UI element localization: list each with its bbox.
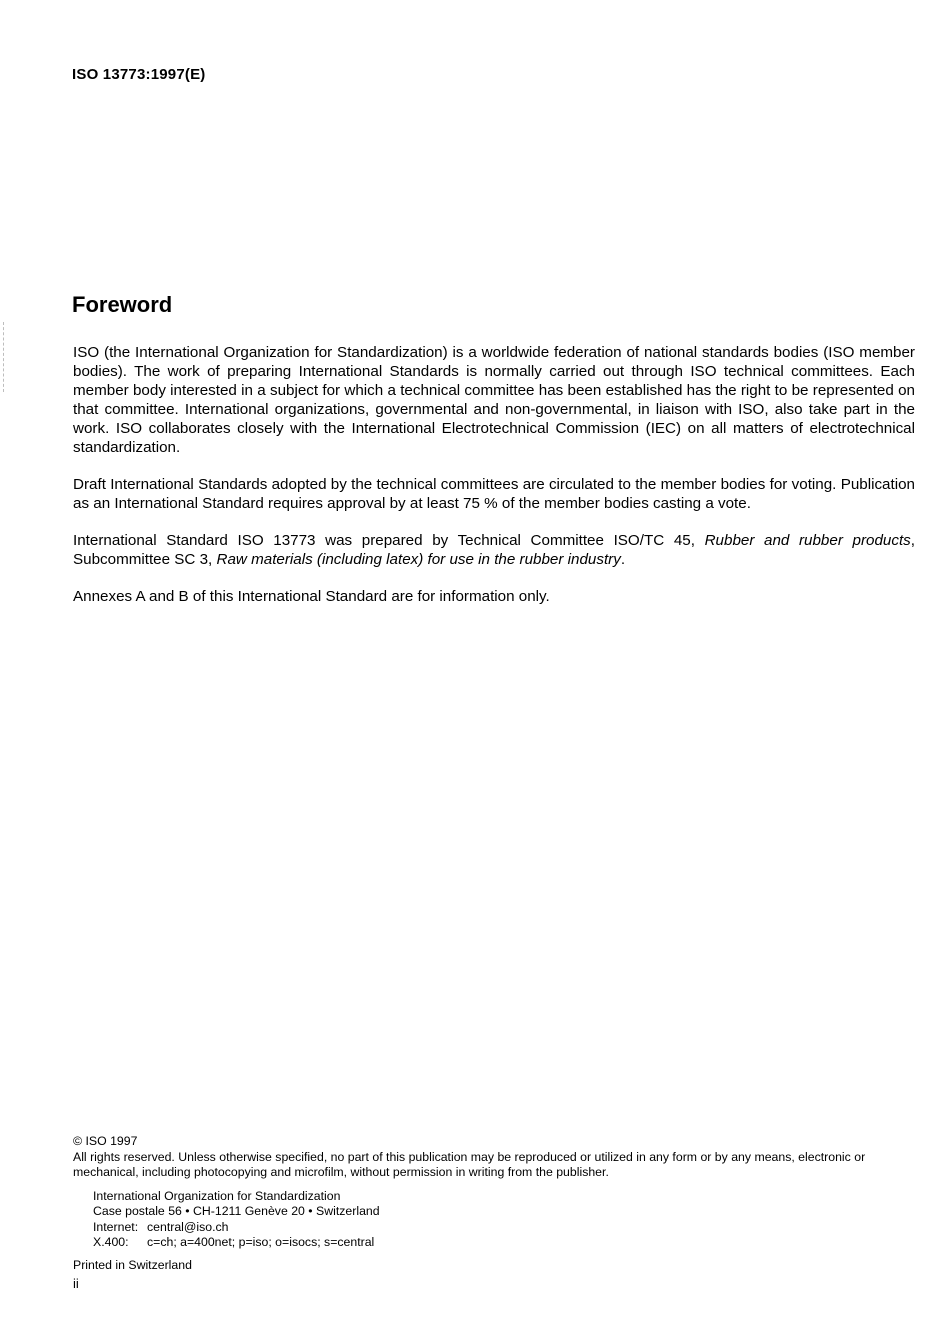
foreword-body [73, 343, 915, 624]
sc-title: Raw materials (including latex) for use in the rubber industry [216, 551, 621, 568]
foreword-paragraph-3 [73, 531, 915, 569]
internet-row [93, 1220, 923, 1236]
page-title: Foreword [72, 292, 173, 317]
postal-address: Case postale 56 • CH-1211 Genève 20 • Switzerland [93, 1204, 380, 1218]
internet-email: central@iso.ch [147, 1219, 229, 1234]
foreword-paragraph-4: Annexes A and B of this International Standard are for information only. [73, 588, 550, 605]
tc-title: Rubber and rubber products [704, 532, 911, 549]
x400-row [93, 1235, 923, 1251]
publisher-address [93, 1189, 923, 1251]
copyright-footer [73, 1134, 923, 1292]
p3-prefix: International Standard ISO 13773 was prepared by Technical Committee ISO/TC 45, [73, 532, 705, 549]
rights-statement: All rights reserved. Unless otherwise specified, no part of this publication may be reproduced or utilized in any form or by any means, electronic or mechanical, including photocopying and microfilm, without permission in writing from the publisher. [73, 1149, 866, 1179]
p3-end: . [620, 551, 626, 568]
internet-label: Internet: [93, 1219, 139, 1234]
org-name: International Organization for Standardization [93, 1188, 341, 1203]
x400-label: X.400: [93, 1235, 129, 1249]
page-number: ii [73, 1276, 79, 1291]
foreword-paragraph-1: ISO (the International Organization for Standardization) is a worldwide federation of national standards bodies (ISO member bodies). The work of preparing International Standards is normally carried out through ISO technical committees. Each member body interested in a subject for which a technical committee has been established has the right to be represented on that committee. International organizations, governmental and non-governmental, in liaison with ISO, also take part in the work. ISO collaborates closely with the International Electrotechnical Commission (IEC) on all matters of electrotechnical standardization. [73, 344, 915, 456]
p3-mid: , Subcommittee SC 3, [73, 532, 915, 568]
margin-mark [3, 322, 4, 392]
document-id: ISO 13773:1997(E) [72, 66, 206, 83]
copyright-line: © ISO 1997 [73, 1134, 138, 1148]
printed-in: Printed in Switzerland [73, 1257, 192, 1272]
foreword-paragraph-2: Draft International Standards adopted by the technical committees are circulated to the member bodies for voting. Publication as an International Standard requires approval by at least 75 % of the member bodies casting a vote. [73, 476, 915, 512]
x400-address: c=ch; a=400net; p=iso; o=isocs; s=central [147, 1235, 375, 1249]
